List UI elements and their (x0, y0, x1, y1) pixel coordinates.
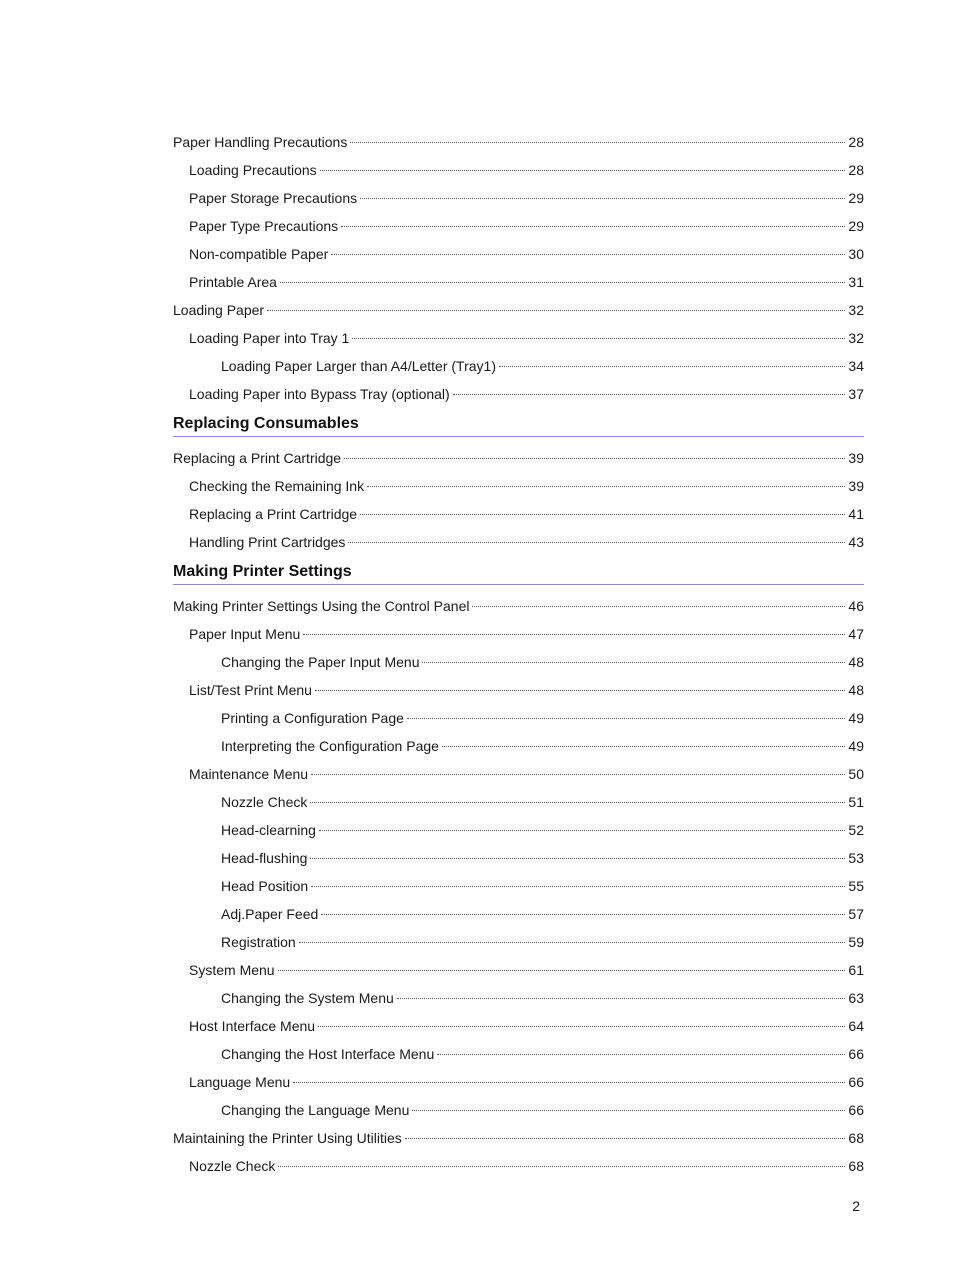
toc-entry-title: Changing the Paper Input Menu (221, 654, 420, 670)
toc-entry[interactable] (189, 765, 864, 783)
toc-entry-page: 59 (848, 934, 864, 950)
toc-entry-title: Non-compatible Paper (189, 246, 329, 262)
toc-entry-page: 55 (848, 878, 864, 894)
toc-entry[interactable] (221, 933, 864, 951)
toc-entry-title: Checking the Remaining Ink (189, 478, 365, 494)
toc-entry-title: Printing a Configuration Page (221, 710, 404, 726)
toc-entry-title: Loading Precautions (189, 162, 317, 178)
toc-entry[interactable] (189, 681, 864, 699)
dot-leader (397, 998, 846, 999)
toc-entry-title: Replacing a Print Cartridge (173, 450, 342, 466)
dot-leader (278, 970, 846, 971)
dot-leader (311, 886, 845, 887)
toc-entry[interactable] (189, 329, 864, 347)
toc-entry-page: 32 (848, 330, 864, 346)
toc-entry[interactable] (189, 961, 864, 979)
toc-entry-title: List/Test Print Menu (189, 682, 312, 698)
toc-entry[interactable] (221, 1101, 864, 1119)
toc-entry-title: Changing the Language Menu (221, 1102, 410, 1118)
toc-entry-page: 57 (848, 906, 864, 922)
toc-entry-page: 61 (848, 962, 864, 978)
toc-entry-page: 49 (848, 738, 864, 754)
toc-entry-title: Maintenance Menu (189, 766, 309, 782)
section-heading: Making Printer Settings (173, 562, 864, 585)
toc-entry[interactable] (189, 625, 864, 643)
dot-leader (267, 310, 845, 311)
toc-entry-page: 51 (848, 794, 864, 810)
dot-leader (422, 662, 845, 663)
toc-entry-page: 68 (848, 1158, 864, 1174)
toc-entry-title: Paper Storage Precautions (189, 190, 358, 206)
dot-leader (405, 1138, 846, 1139)
toc-entry[interactable] (189, 161, 864, 179)
toc-entry[interactable] (221, 737, 864, 755)
toc-entry-title: Loading Paper into Tray 1 (189, 330, 350, 346)
toc-entry[interactable] (221, 357, 864, 375)
toc-entry[interactable] (173, 1129, 864, 1147)
toc-entry[interactable] (189, 505, 864, 523)
toc-entry[interactable] (221, 709, 864, 727)
dot-leader (311, 774, 845, 775)
toc-entry-title: Replacing a Print Cartridge (189, 506, 358, 522)
dot-leader (310, 858, 845, 859)
toc-entry[interactable] (221, 1045, 864, 1063)
toc-entry-page: 64 (848, 1018, 864, 1034)
dot-leader (320, 170, 846, 171)
toc-entry-page: 53 (848, 850, 864, 866)
toc-entry-title: Changing the Host Interface Menu (221, 1046, 435, 1062)
toc-entry-page: 47 (848, 626, 864, 642)
toc-entry-title: Printable Area (189, 274, 277, 290)
dot-leader (407, 718, 846, 719)
toc-entry-page: 46 (848, 598, 864, 614)
dot-leader (299, 942, 846, 943)
toc-entry[interactable] (189, 217, 864, 235)
toc-entry-page: 52 (848, 822, 864, 838)
dot-leader (344, 458, 845, 459)
toc-entry[interactable] (173, 301, 864, 319)
dot-leader (331, 254, 845, 255)
toc-entry[interactable] (221, 793, 864, 811)
page-number: 2 (852, 1198, 860, 1214)
toc-entry[interactable] (221, 849, 864, 867)
toc-entry[interactable] (173, 597, 864, 615)
dot-leader (412, 1110, 845, 1111)
toc-entry-page: 48 (848, 682, 864, 698)
toc-entry-title: Nozzle Check (189, 1158, 276, 1174)
dot-leader (352, 338, 845, 339)
toc-entry-title: Paper Input Menu (189, 626, 301, 642)
toc-entry-page: 37 (848, 386, 864, 402)
dot-leader (360, 198, 845, 199)
toc-entry-page: 66 (848, 1046, 864, 1062)
toc-entry-page: 30 (848, 246, 864, 262)
toc-entry-page: 29 (848, 218, 864, 234)
dot-leader (280, 282, 845, 283)
toc-entry-title: Host Interface Menu (189, 1018, 316, 1034)
toc-entry-page: 43 (848, 534, 864, 550)
toc-entry[interactable] (189, 245, 864, 263)
toc-entry[interactable] (173, 449, 864, 467)
toc-entry-page: 68 (848, 1130, 864, 1146)
dot-leader (315, 690, 845, 691)
toc-entry[interactable] (189, 273, 864, 291)
toc-entry-page: 32 (848, 302, 864, 318)
toc-entry-page: 66 (848, 1102, 864, 1118)
dot-leader (472, 606, 845, 607)
toc-entry-title: Registration (221, 934, 296, 950)
dot-leader (278, 1166, 845, 1167)
toc-entry-title: Paper Type Precautions (189, 218, 339, 234)
toc-entry-page: 39 (848, 478, 864, 494)
toc-entry-title: Paper Handling Precautions (173, 134, 348, 150)
toc-entry-title: Nozzle Check (221, 794, 308, 810)
dot-leader (341, 226, 845, 227)
toc-entry-title: System Menu (189, 962, 275, 978)
toc-entry-title: Head-clearning (221, 822, 316, 838)
toc-entry-page: 39 (848, 450, 864, 466)
dot-leader (367, 486, 845, 487)
toc-entry-page: 50 (848, 766, 864, 782)
toc-entry[interactable] (221, 821, 864, 839)
dot-leader (303, 634, 845, 635)
toc-entry-page: 48 (848, 654, 864, 670)
toc-entry[interactable] (221, 989, 864, 1007)
toc-entry-title: Changing the System Menu (221, 990, 394, 1006)
toc-entry-page: 63 (848, 990, 864, 1006)
toc-entry-page: 34 (848, 358, 864, 374)
toc-entry[interactable] (189, 189, 864, 207)
toc-entry[interactable] (189, 1017, 864, 1035)
toc-entry-title: Maintaining the Printer Using Utilities (173, 1130, 402, 1146)
toc-entry-title: Head Position (221, 878, 309, 894)
toc-entry[interactable] (221, 653, 864, 671)
dot-leader (453, 394, 846, 395)
toc-entry[interactable] (189, 385, 864, 403)
toc-entry-title: Loading Paper (173, 302, 265, 318)
dot-leader (360, 514, 845, 515)
toc-entry-page: 28 (848, 134, 864, 150)
dot-leader (321, 914, 845, 915)
dot-leader (437, 1054, 845, 1055)
toc-entry-title: Adj.Paper Feed (221, 906, 319, 922)
dot-leader (310, 802, 845, 803)
toc-entry[interactable] (189, 1157, 864, 1175)
toc-entry-title: Loading Paper into Bypass Tray (optional) (189, 386, 450, 402)
dot-leader (348, 542, 845, 543)
toc-entry-title: Language Menu (189, 1074, 291, 1090)
toc-entry-title: Handling Print Cartridges (189, 534, 346, 550)
toc-entry[interactable] (173, 133, 864, 151)
dot-leader (319, 830, 845, 831)
toc-entry-title: Interpreting the Configuration Page (221, 738, 439, 754)
toc-entry[interactable] (189, 477, 864, 495)
toc-entry-page: 31 (848, 274, 864, 290)
toc-entry[interactable] (189, 533, 864, 551)
toc-entry-title: Head-flushing (221, 850, 308, 866)
toc-entry-page: 66 (848, 1074, 864, 1090)
dot-leader (318, 1026, 845, 1027)
toc-entry-page: 29 (848, 190, 864, 206)
toc-entry-page: 49 (848, 710, 864, 726)
toc-entry-page: 28 (848, 162, 864, 178)
toc-entry-page: 41 (848, 506, 864, 522)
dot-leader (293, 1082, 845, 1083)
section-heading: Replacing Consumables (173, 414, 864, 437)
toc-entry-title: Making Printer Settings Using the Control Panel (173, 598, 470, 614)
toc-entry[interactable] (221, 905, 864, 923)
dot-leader (350, 142, 845, 143)
dot-leader (442, 746, 845, 747)
toc-entry[interactable] (221, 877, 864, 895)
toc-entry[interactable] (189, 1073, 864, 1091)
toc-entry-title: Loading Paper Larger than A4/Letter (Tray1) (221, 358, 496, 374)
dot-leader (499, 366, 845, 367)
